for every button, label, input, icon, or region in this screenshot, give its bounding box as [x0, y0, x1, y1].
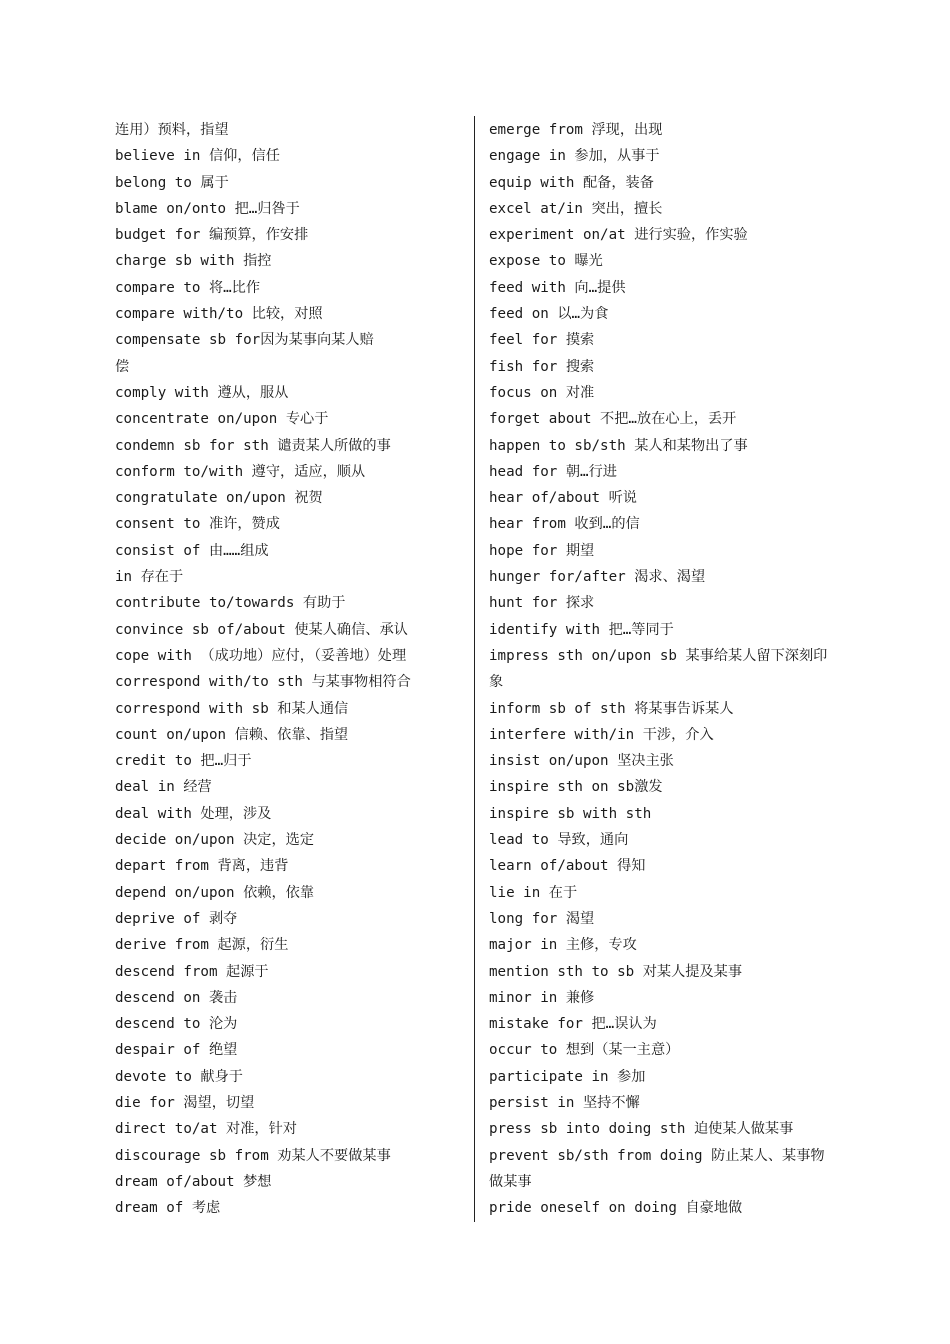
vocab-entry: occur to 想到（某一主意）: [489, 1042, 680, 1059]
vocab-entry: dream of 考虑: [115, 1200, 221, 1217]
vocab-entry: hear from 收到…的信: [489, 516, 640, 533]
vocab-entry: congratulate on/upon 祝贺: [115, 490, 323, 507]
vocab-entry: belong to 属于: [115, 174, 229, 191]
vocab-entry: expose to 曝光: [489, 253, 603, 270]
vocab-entry: dream of/about 梦想: [115, 1173, 272, 1190]
vocab-entry: 象: [489, 674, 504, 691]
vocab-entry: focus on 对准: [489, 384, 595, 401]
vocab-entry: devote to 献身于: [115, 1068, 243, 1085]
vocab-entry: experiment on/at 进行实验，作实验: [489, 227, 748, 244]
left-column: [115, 117, 465, 1221]
vocab-entry: deal with 处理，涉及: [115, 805, 272, 822]
vocab-entry: consist of 由……组成: [115, 542, 269, 559]
vocab-entry: comply with 遵从，服从: [115, 384, 289, 401]
vocab-entry: participate in 参加: [489, 1068, 646, 1085]
vocab-entry: correspond with sb 和某人通信: [115, 700, 349, 717]
vocab-entry: equip with 配备，装备: [489, 174, 654, 191]
vocab-entry: believe in 信仰，信任: [115, 148, 280, 165]
vocab-entry: hunger for/after 渴求、渴望: [489, 569, 706, 586]
vocab-entry: consent to 准许，赞成: [115, 516, 280, 533]
vocab-entry: interfere with/in 干涉，介入: [489, 726, 714, 743]
vocab-entry: 连用）预料，指望: [115, 122, 229, 138]
vocab-entry: blame on/onto 把…归咎于: [115, 200, 300, 217]
vocab-entry: 做某事: [489, 1173, 532, 1190]
vocab-entry: hear of/about 听说: [489, 490, 637, 507]
vocab-entry: persist in 坚持不懈: [489, 1094, 640, 1111]
vocab-entry: depart from 背离，违背: [115, 858, 289, 875]
vocab-entry: inform sb of sth 将某事告诉某人: [489, 700, 734, 717]
vocab-entry: learn of/about 得知: [489, 858, 646, 875]
right-column: [489, 117, 859, 1221]
vocab-entry: major in 主修，专攻: [489, 937, 637, 954]
vocab-entry: emerge from 浮现，出现: [489, 122, 663, 138]
vocab-entry: charge sb with 指控: [115, 253, 272, 270]
vocab-entry: die for 渴望，切望: [115, 1094, 255, 1111]
vocab-entry: inspire sb with sth: [489, 805, 652, 822]
vocab-entry: derive from 起源，衍生: [115, 937, 289, 954]
vocab-entry: hope for 期望: [489, 542, 595, 559]
vocab-entry: decide on/upon 决定，选定: [115, 832, 315, 849]
vocab-entry: descend to 沦为: [115, 1016, 238, 1033]
vocab-entry: engage in 参加，从事于: [489, 148, 660, 165]
vocab-entry: contribute to/towards 有助于: [115, 595, 346, 612]
vocab-entry: identify with 把…等同于: [489, 621, 674, 638]
vocab-entry: deal in 经营: [115, 779, 212, 796]
vocab-entry: long for 渴望: [489, 910, 595, 927]
vocab-entry: descend on 袭击: [115, 989, 238, 1006]
vocab-entry: credit to 把…归于: [115, 753, 252, 770]
vocab-entry: hunt for 探求: [489, 595, 595, 612]
vocab-entry: compare to 将…比作: [115, 279, 261, 296]
vocab-entry: direct to/at 对准，针对: [115, 1121, 297, 1138]
vocab-entry: budget for 编预算，作安排: [115, 227, 309, 244]
vocab-entry: correspond with/to sth 与某事物相符合: [115, 674, 411, 691]
vocab-entry: impress sth on/upon sb 某事给某人留下深刻印: [489, 647, 828, 664]
vocab-entry: deprive of 剥夺: [115, 910, 238, 927]
vocab-entry: in 存在于: [115, 569, 184, 586]
vocab-entry: feed with 向…提供: [489, 279, 626, 296]
vocab-entry: feel for 摸索: [489, 332, 595, 349]
vocab-entry: condemn sb for sth 谴责某人所做的事: [115, 437, 391, 454]
vocab-entry: compare with/to 比较，对照: [115, 306, 323, 323]
vocab-entry: descend from 起源于: [115, 963, 269, 980]
vocab-entry: happen to sb/sth 某人和某物出了事: [489, 437, 748, 454]
vocab-entry: conform to/with 遵守，适应，顺从: [115, 463, 366, 480]
vocab-entry: head for 朝…行进: [489, 463, 617, 480]
vocab-entry: count on/upon 信赖、依靠、指望: [115, 726, 349, 743]
vocab-entry: press sb into doing sth 迫使某人做某事: [489, 1121, 794, 1138]
vocab-entry: 偿: [115, 358, 130, 375]
vocab-entry: lie in 在于: [489, 884, 578, 901]
vocab-entry: prevent sb/sth from doing 防止某人、某事物: [489, 1147, 825, 1164]
vocab-entry: inspire sth on sb激发: [489, 779, 663, 796]
vocab-entry: pride oneself on doing 自豪地做: [489, 1200, 743, 1217]
vocab-entry: lead to 导致，通向: [489, 832, 629, 849]
vocab-entry: depend on/upon 依赖，依靠: [115, 884, 315, 901]
vocab-entry: mistake for 把…误认为: [489, 1016, 657, 1033]
vocab-entry: excel at/in 突出，擅长: [489, 200, 663, 217]
vocab-entry: insist on/upon 坚决主张: [489, 753, 674, 770]
vocab-entry: convince sb of/about 使某人确信、承认: [115, 621, 408, 638]
vocab-entry: mention sth to sb 对某人提及某事: [489, 963, 743, 980]
vocab-entry: forget about 不把…放在心上，丢开: [489, 411, 737, 428]
vocab-entry: cope with （成功地）应付，（妥善地）处理: [115, 647, 407, 664]
vocab-entry: despair of 绝望: [115, 1042, 238, 1059]
vocab-entry: minor in 兼修: [489, 989, 595, 1006]
vocab-entry: feed on 以…为食: [489, 306, 609, 323]
vocab-entry: compensate sb for因为某事向某人赔: [115, 332, 374, 349]
vocab-entry: fish for 搜索: [489, 358, 595, 375]
column-divider: [474, 116, 475, 1222]
vocab-entry: discourage sb from 劝某人不要做某事: [115, 1147, 391, 1164]
vocab-entry: concentrate on/upon 专心于: [115, 411, 329, 428]
